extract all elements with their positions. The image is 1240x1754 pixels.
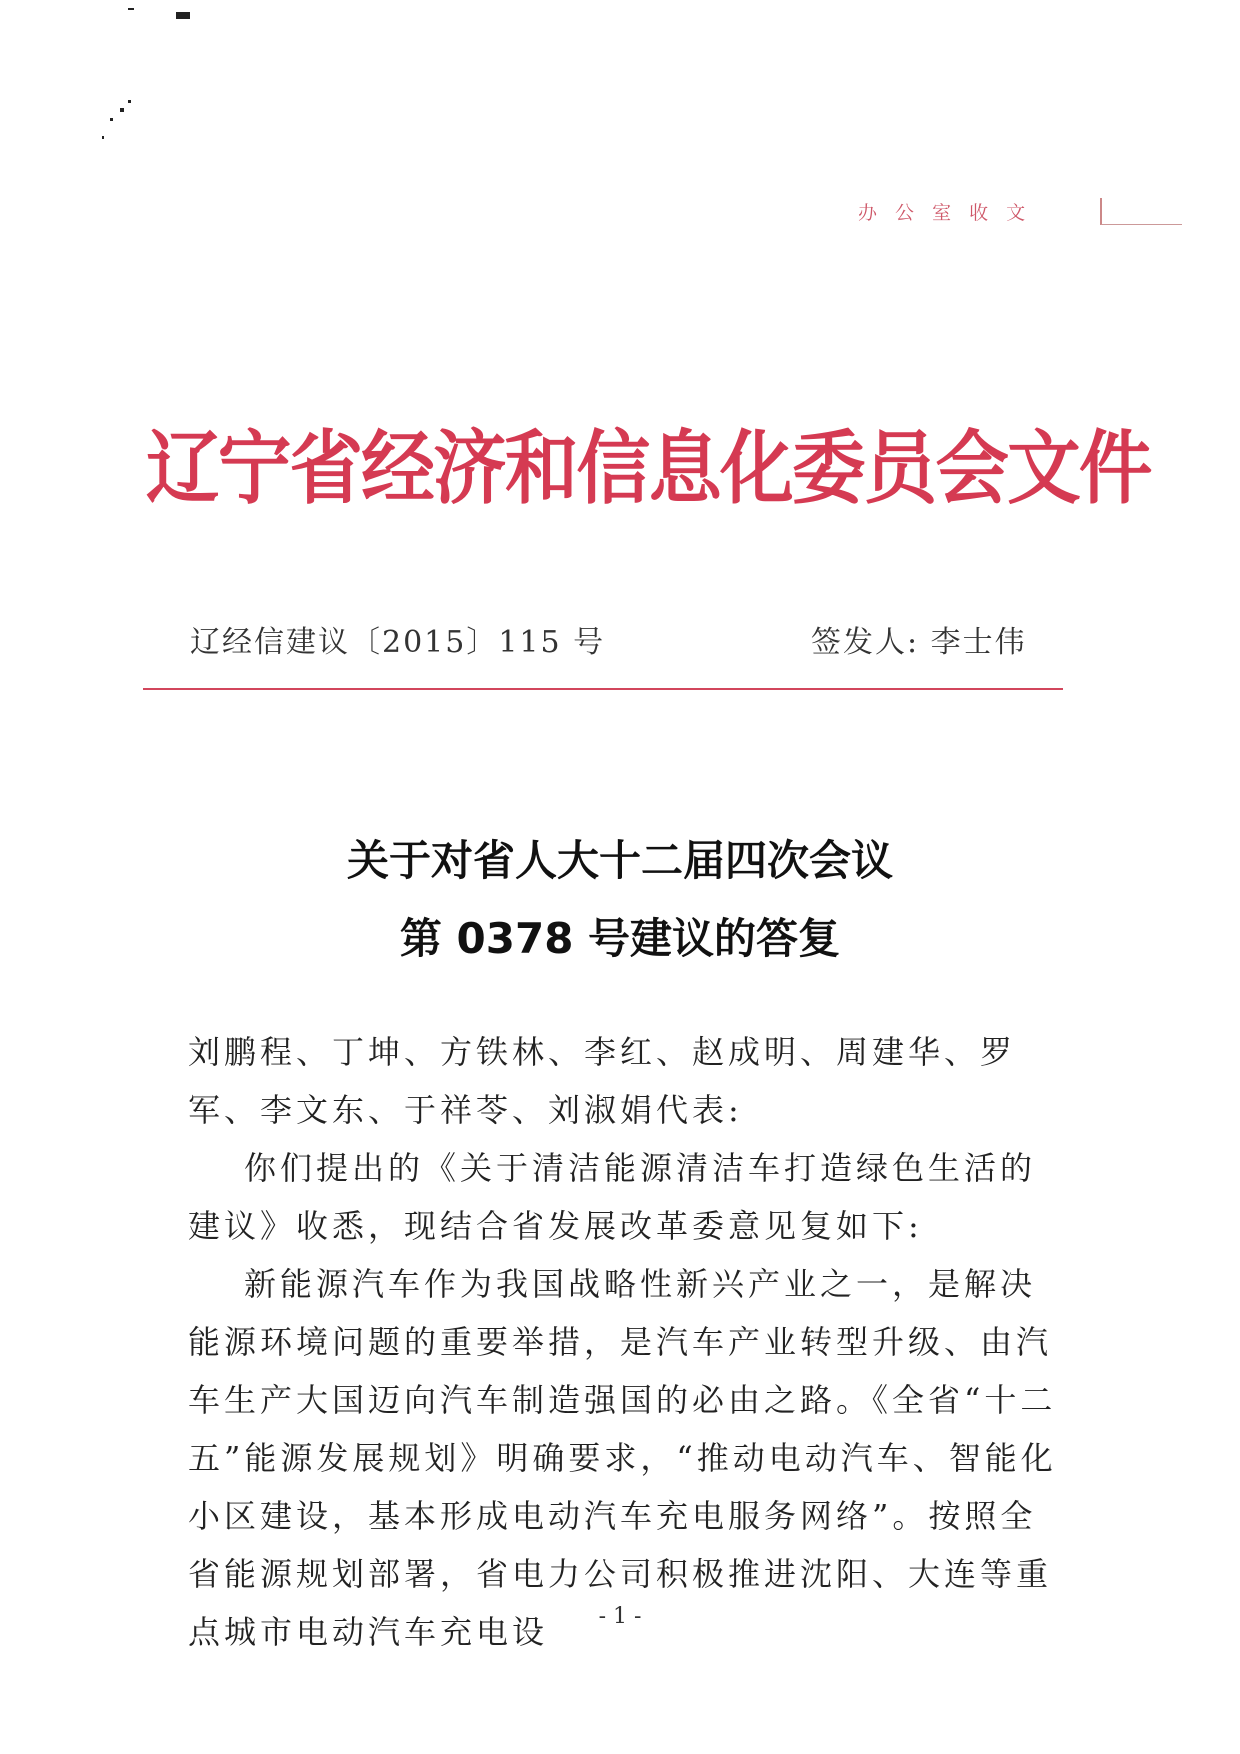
scan-mark [128, 100, 131, 103]
paragraph-1: 你们提出的《关于清洁能源清洁车打造绿色生活的建议》收悉，现结合省发展改革委意见复如下: [188, 1149, 1037, 1245]
scan-mark [110, 118, 113, 121]
paragraph-2: 新能源汽车作为我国战略性新兴产业之一，是解决能源环境问题的重要举措，是汽车产业转型升级、由汽车生产大国迈向汽车制造强国的必由之路。《全省“十二五”能源发展规划》明确要求，“推动电动汽车、智能化小区建设，基本形成电动汽车充电服务网络”。按照全省能源规划部署，省电力公司积极推进沈阳、大连等重点城市电动汽车充电设 [188, 1265, 1057, 1651]
scan-mark [176, 12, 190, 19]
page-number: - 1 - [598, 1604, 642, 1629]
scan-mark [128, 8, 134, 10]
receipt-stamp-box [1100, 198, 1182, 225]
red-divider [143, 688, 1063, 690]
signer: 签发人: 李士伟 [811, 625, 1027, 660]
salutation: 刘鹏程、丁坤、方铁林、李红、赵成明、周建华、罗军、李文东、于祥苓、刘淑娟代表: [188, 1033, 1017, 1129]
office-receipt-stamp: 办 公 室 收 文 [858, 202, 1032, 224]
scan-mark [120, 108, 124, 112]
doc-title-line-1: 关于对省人大十二届四次会议 [346, 836, 893, 885]
document-header-title: 辽宁省经济和信息化委员会文件 [146, 421, 1151, 515]
scan-mark [102, 136, 104, 139]
document-number: 辽经信建议〔2015〕115 号 [190, 625, 606, 660]
doc-title-line-2: 第 0378 号建议的答复 [399, 914, 841, 963]
